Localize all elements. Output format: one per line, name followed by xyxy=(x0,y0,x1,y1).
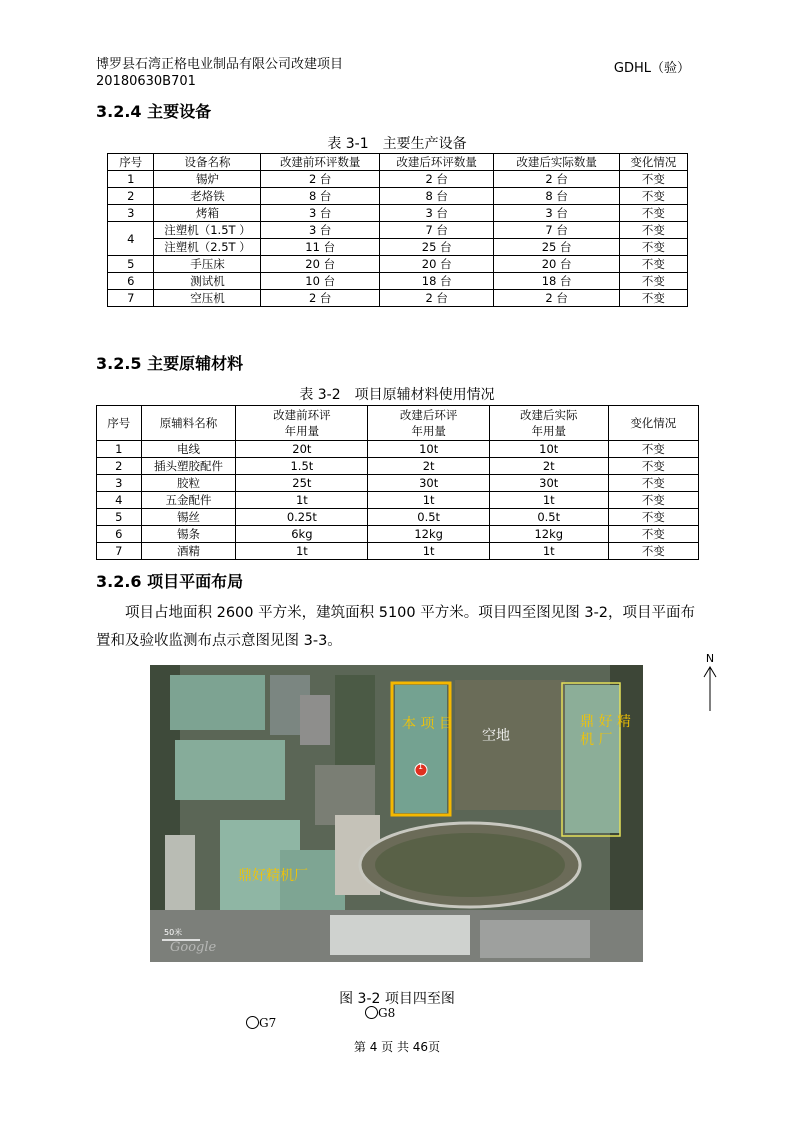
equipment-table xyxy=(107,153,688,307)
table-cell: 1.5t xyxy=(236,458,368,475)
table-cell: 0.25t xyxy=(236,509,368,526)
north-label: N xyxy=(705,652,715,665)
circle-icon xyxy=(246,1016,259,1029)
column-header: 变化情况 xyxy=(608,406,698,441)
point-g7: G7 xyxy=(246,1016,276,1030)
table-cell: 不变 xyxy=(608,441,698,458)
table-cell: 3 台 xyxy=(494,205,619,222)
table-row xyxy=(108,188,688,205)
table-cell: 不变 xyxy=(608,492,698,509)
table-cell: 30t xyxy=(489,475,608,492)
table-cell: 不变 xyxy=(619,222,687,239)
table-cell: 30t xyxy=(368,475,489,492)
table-cell: 7 xyxy=(97,543,142,560)
column-header: 改建后环评 年用量 xyxy=(368,406,489,441)
table-cell: 7 台 xyxy=(379,222,494,239)
table-cell: 1t xyxy=(236,492,368,509)
table-cell: 7 台 xyxy=(494,222,619,239)
table-row xyxy=(97,509,699,526)
table-cell: 25 台 xyxy=(494,239,619,256)
table-cell: 2t xyxy=(368,458,489,475)
column-header: 设备名称 xyxy=(154,154,261,171)
table-cell: 4 xyxy=(97,492,142,509)
section-3-2-4-title: 3.2.4 主要设备 xyxy=(96,102,212,121)
header-company: 博罗县石湾正格电业制品有限公司改建项目 xyxy=(96,57,344,72)
table-cell: 空压机 xyxy=(154,290,261,307)
table2-caption: 表 3-2 项目原辅材料使用情况 xyxy=(299,387,495,403)
table-cell: 11 台 xyxy=(261,239,379,256)
table-cell: 1t xyxy=(368,492,489,509)
table-cell: 注塑机（2.5T ） xyxy=(154,239,261,256)
table-cell: 1 xyxy=(97,441,142,458)
table-cell: 1t xyxy=(489,492,608,509)
table-cell: 10 台 xyxy=(261,273,379,290)
table-cell: 12kg xyxy=(489,526,608,543)
figure-caption: 图 3-2 项目四至图 xyxy=(339,991,455,1007)
table-cell: 20 台 xyxy=(261,256,379,273)
map-pin-icon: 1 xyxy=(418,762,424,771)
table-cell: 1t xyxy=(236,543,368,560)
table-row xyxy=(97,543,699,560)
table-cell: 1t xyxy=(489,543,608,560)
table-cell: 2 台 xyxy=(379,290,494,307)
table-cell: 锡条 xyxy=(141,526,236,543)
table-cell: 酒精 xyxy=(141,543,236,560)
table-cell: 不变 xyxy=(608,543,698,560)
column-header: 变化情况 xyxy=(619,154,687,171)
column-header: 序号 xyxy=(97,406,142,441)
table-cell: 10t xyxy=(368,441,489,458)
site-map-image xyxy=(150,665,643,962)
table-cell: 不变 xyxy=(619,239,687,256)
table-cell: 20 台 xyxy=(494,256,619,273)
table-cell: 3 xyxy=(97,475,142,492)
table-cell: 2 台 xyxy=(494,290,619,307)
north-arrow xyxy=(700,652,720,714)
table-cell: 3 台 xyxy=(261,222,379,239)
circle-icon xyxy=(365,1006,378,1019)
table-cell: 不变 xyxy=(619,273,687,290)
map-brand-logo: Google xyxy=(170,940,217,955)
table-cell: 不变 xyxy=(619,171,687,188)
layout-paragraph: 项目占地面积 2600 平方米，建筑面积 5100 平方米。项目四至图见图 3-2，项目平面布置和及验收监测布点示意图见图 3-3。 xyxy=(96,605,696,649)
table-cell: 10t xyxy=(489,441,608,458)
table-cell: 7 xyxy=(108,290,154,307)
table-cell: 不变 xyxy=(619,256,687,273)
map-label-neighbor-left: 鼎好精机厂 xyxy=(238,868,308,884)
column-header: 改建后实际数量 xyxy=(494,154,619,171)
section-3-2-5-title: 3.2.5 主要原辅材料 xyxy=(96,354,244,373)
table-cell: 25 台 xyxy=(379,239,494,256)
table-cell: 0.5t xyxy=(368,509,489,526)
header-right: GDHL（验） xyxy=(613,61,690,76)
table-cell: 6 xyxy=(97,526,142,543)
table-row xyxy=(97,458,699,475)
table-cell: 2 xyxy=(97,458,142,475)
table-cell: 老烙铁 xyxy=(154,188,261,205)
table-cell: 1t xyxy=(368,543,489,560)
table-row xyxy=(97,475,699,492)
table-cell: 5 xyxy=(97,509,142,526)
north-arrow-icon xyxy=(703,665,717,711)
table-cell: 不变 xyxy=(608,526,698,543)
column-header: 改建后实际 年用量 xyxy=(489,406,608,441)
table-cell: 25t xyxy=(236,475,368,492)
table-cell: 不变 xyxy=(619,205,687,222)
materials-table xyxy=(96,405,699,560)
table-row xyxy=(108,239,688,256)
table-cell: 烤箱 xyxy=(154,205,261,222)
table-cell: 0.5t xyxy=(489,509,608,526)
table1-caption: 表 3-1 主要生产设备 xyxy=(327,136,467,152)
table-cell: 手压床 xyxy=(154,256,261,273)
map-scale-label: 50米 xyxy=(164,928,183,937)
table-cell: 3 台 xyxy=(261,205,379,222)
table-row xyxy=(108,273,688,290)
table-cell: 2 台 xyxy=(379,171,494,188)
table-cell: 20t xyxy=(236,441,368,458)
table-cell: 20 台 xyxy=(379,256,494,273)
table-cell: 2t xyxy=(489,458,608,475)
section-3-2-6-title: 3.2.6 项目平面布局 xyxy=(96,572,244,591)
table-cell: 不变 xyxy=(608,509,698,526)
point-g8: G8 xyxy=(365,1006,395,1020)
header-left xyxy=(96,56,343,90)
table-cell: 2 台 xyxy=(261,171,379,188)
table-cell: 电线 xyxy=(141,441,236,458)
table-cell: 不变 xyxy=(608,458,698,475)
table-cell: 6kg xyxy=(236,526,368,543)
table-cell: 4 xyxy=(108,222,154,256)
table-cell: 2 xyxy=(108,188,154,205)
table-cell: 胶粒 xyxy=(141,475,236,492)
table-cell: 不变 xyxy=(619,290,687,307)
table-cell: 不变 xyxy=(619,188,687,205)
column-header: 改建后环评数量 xyxy=(379,154,494,171)
column-header: 原辅料名称 xyxy=(141,406,236,441)
column-header: 序号 xyxy=(108,154,154,171)
table-cell: 12kg xyxy=(368,526,489,543)
map-label-project: 本 项 目 xyxy=(402,716,453,732)
table-row xyxy=(97,441,699,458)
table-row xyxy=(108,205,688,222)
table-cell: 3 台 xyxy=(379,205,494,222)
table-cell: 3 xyxy=(108,205,154,222)
table-cell: 2 台 xyxy=(261,290,379,307)
aerial-photo xyxy=(150,665,643,962)
table-cell: 不变 xyxy=(608,475,698,492)
table-row xyxy=(108,256,688,273)
page-footer: 第 4 页 共 46页 xyxy=(353,1040,441,1054)
table-cell: 18 台 xyxy=(494,273,619,290)
table-cell: 1 xyxy=(108,171,154,188)
column-header: 改建前环评 年用量 xyxy=(236,406,368,441)
table-cell: 18 台 xyxy=(379,273,494,290)
table-row xyxy=(108,290,688,307)
table-cell: 8 台 xyxy=(261,188,379,205)
table-cell: 注塑机（1.5T ） xyxy=(154,222,261,239)
table-row xyxy=(97,526,699,543)
table-cell: 6 xyxy=(108,273,154,290)
table-cell: 8 台 xyxy=(379,188,494,205)
table-cell: 锡丝 xyxy=(141,509,236,526)
table-cell: 5 xyxy=(108,256,154,273)
map-label-empty-lot: 空地 xyxy=(482,728,510,744)
map-label-neighbor-right: 鼎 好 精 机 厂 xyxy=(580,714,631,748)
header-code: 20180630B701 xyxy=(96,74,196,89)
column-header: 改建前环评数量 xyxy=(261,154,379,171)
table-cell: 五金配件 xyxy=(141,492,236,509)
table-cell: 测试机 xyxy=(154,273,261,290)
table-cell: 锡炉 xyxy=(154,171,261,188)
table-cell: 8 台 xyxy=(494,188,619,205)
table-cell: 2 台 xyxy=(494,171,619,188)
table-cell: 插头塑胶配件 xyxy=(141,458,236,475)
table-row xyxy=(97,492,699,509)
table-row xyxy=(108,222,688,239)
table-row xyxy=(108,171,688,188)
